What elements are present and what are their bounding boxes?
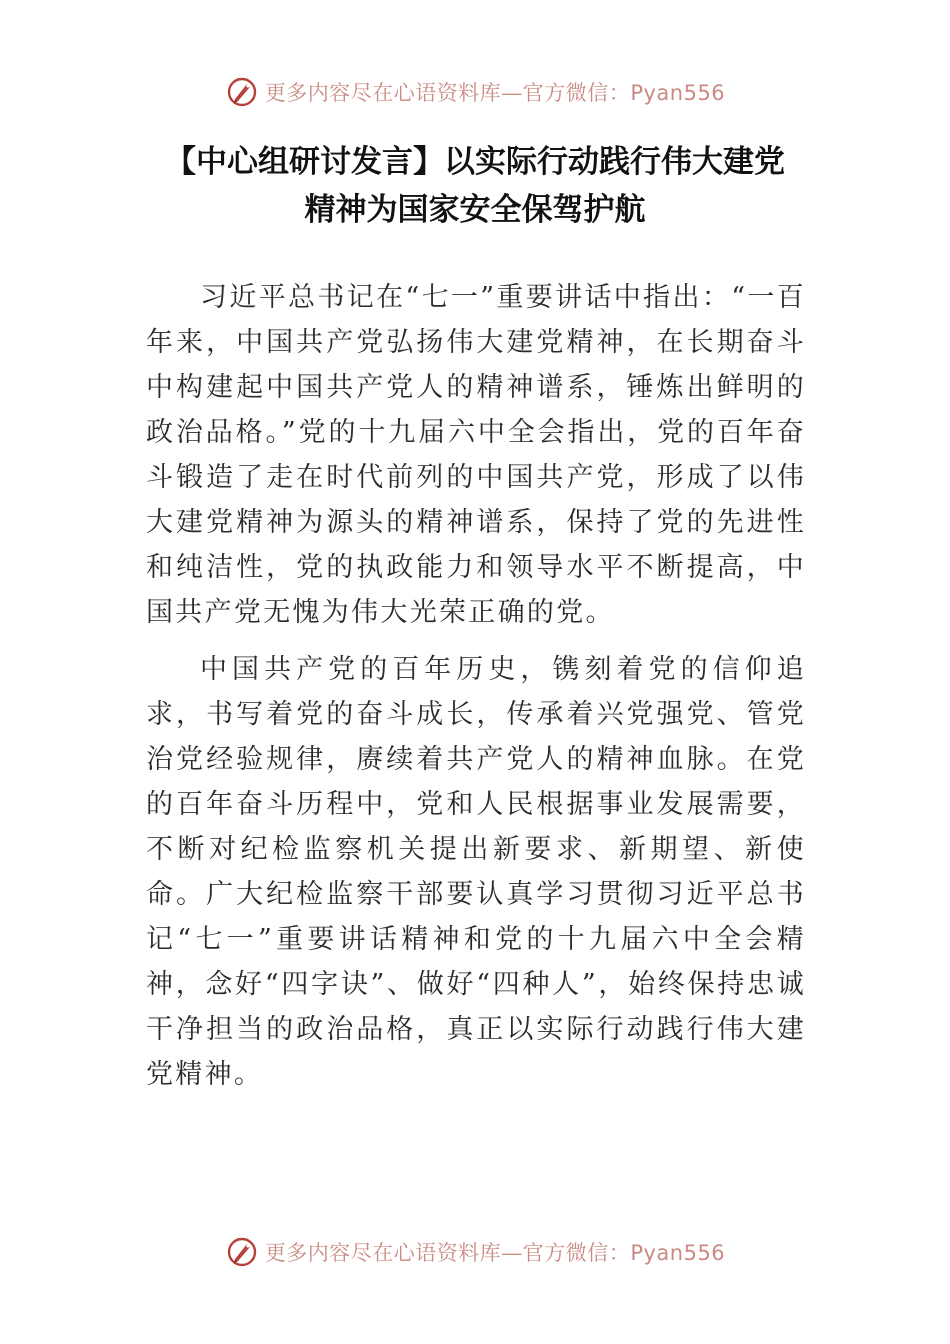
footer-watermark-banner — [0, 1232, 950, 1272]
paragraph-1: 习近平总书记在“七一”重要讲话中指出：“一百年来，中国共产党弘扬伟大建党精神，在长期奋斗中构建起中国共产党人的精神谱系，锤炼出鲜明的政治品格。”党的十九届六中全会指出，党的百年奋斗锻造了走在时代前列的中国共产党，形成了以伟大建党精神为源头的精神谱系，保持了党的先进性和纯洁性，党的执政能力和领导水平不断提高，中国共产党无愧为伟大光荣正确的党。 — [146, 282, 806, 628]
footer-watermark-text: 更多内容尽在心语资料库—官方微信：Pyan556 — [264, 1241, 726, 1265]
pen-nib-circle-icon — [225, 75, 259, 109]
header-watermark-text: 更多内容尽在心语资料库—官方微信：Pyan556 — [264, 81, 726, 105]
wechat-id: Pyan556 — [630, 1241, 726, 1265]
title-line-2: 精神为国家安全保驾护航 — [304, 192, 646, 228]
wechat-id: Pyan556 — [630, 81, 726, 105]
header-watermark-banner — [0, 72, 950, 112]
paragraph-2: 中国共产党的百年历史，镌刻着党的信仰追求，书写着党的奋斗成长，传承着兴党强党、管党治党经验规律，赓续着共产党人的精神血脉。在党的百年奋斗历程中，党和人民根据事业发展需要，不断对纪检监察机关提出新要求、新期望、新使命。广大纪检监察干部要认真学习贯彻习近平总书记“七一”重要讲话精神和党的十九届六中全会精神，念好“四字诀”、做好“四种人”，始终保持忠诚干净担当的政治品格，真正以实际行动践行伟大建党精神。 — [146, 654, 806, 1090]
document-body — [146, 275, 806, 1109]
pen-nib-circle-icon — [225, 1235, 259, 1269]
title-line-1: 【中心组研讨发言】以实际行动践行伟大建党 — [165, 144, 785, 180]
document-title — [120, 138, 830, 234]
